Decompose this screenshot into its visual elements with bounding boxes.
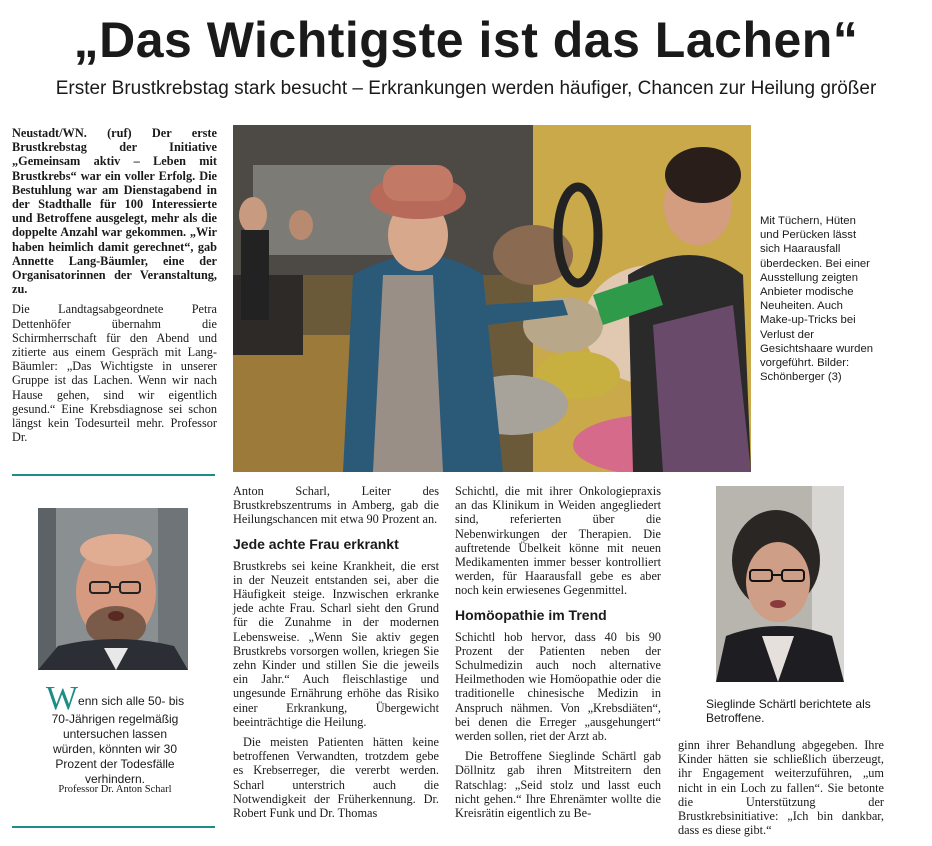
main-photo-hat-exhibition	[233, 125, 751, 472]
article-column-3	[455, 484, 661, 826]
main-photo-caption: Mit Tüchern, Hüten und Perücken lässt sich Haarausfall überdecken. Bei einer Ausstellung zeigten Anbieter modische Neuheiten. Auch Make-up-Tricks bei Verlust der Gesichtshaare wurden vorgeführt. Bilder: Schönberger (3)	[760, 215, 874, 384]
article-column-4	[678, 738, 884, 843]
lead-paragraph: Neustadt/WN. (ruf) Der erste Brustkrebstag der Initiative „Gemeinsam aktiv – Leben mit Brustkrebs“ war ein voller Erfolg. Die Bestuhlung war am Dienstagabend in der Stadthalle für 100 Interessierte und Betroffene ausgelegt, mehr als die doppelte Anzahl war gekommen. „Wir haben heimlich damit gerechnet“, gab Annette Lang-Bäumler, eine der Organisatorinnen der Veranstaltung, zu.	[12, 126, 217, 297]
subheading-homoeopathie: Homöopathie im Trend	[455, 606, 607, 623]
paragraph: Die Betroffene Sieglinde Schärtl gab Döllnitz gab ihren Mitstreitern den Ratschlag: „Seid stolz und lasst euch nicht gehen.“ Ihre Ehrenämter wollte die Kreisrätin eigentlich zu Be-	[455, 749, 661, 821]
paragraph: Anton Scharl, Leiter des Brustkrebszentrums in Amberg, gab die Heilungschancen mit etwa 90 Prozent an.	[233, 484, 439, 527]
divider-rule-bottom	[12, 826, 215, 828]
photo-professor-scharl	[38, 508, 188, 670]
portrait-caption-schaertl: Sieglinde Schärtl berichtete als Betroffene.	[706, 697, 871, 726]
headline: „Das Wichtigste ist das Lachen“	[73, 12, 859, 68]
exhibition-image	[233, 125, 751, 472]
paragraph: Brustkrebs sei keine Krankheit, die erst in der Neuzeit entstanden sei, aber die Häufigkeit steige. Inzwischen erkranke jede achte Frau. Scharl sieht den Grund für die Zunahme in der modernen Lebensweise. „Wenn Sie aktiv gegen Brustkrebs vorsorgen wollen, kriegen Sie zehn Kinder und stillen Sie die jeweils ein Jahr.“ Auch fleischlastige und ungesunde Ernährung erhöhe das Risiko einer Erkrankung, Übergewicht beeinträchtige die Heilung.	[233, 558, 439, 729]
article-column-2	[233, 484, 439, 826]
paragraph: Schichtl hob hervor, dass 40 bis 90 Prozent der Patienten neben der Schulmedizin auch noch alternative Heilmethoden wie Homöopathie oder die traditionelle chinesische Medizin in Anspruch nähmen. Von „Krebsdiäten“, bei denen die Erreger „ausgehungert“ werden sollen, riet der Arzt ab.	[455, 629, 661, 744]
subheadline: Erster Brustkrebstag stark besucht – Erkrankungen werden häufiger, Chancen zur Heilung größer	[55, 78, 877, 99]
paragraph: Die Landtagsabgeordnete Petra Dettenhöfer übernahm die Schirmherrschaft für den Abend und zitierte aus einem Gespräch mit Lang-Bäumler: „Das Wichtigste in unserer Gruppe ist das Lachen. Wenn wir nach Hause gehen, sind wir eigentlich gesund.“ Eine Krebsdiagnose sei schon längst kein Todesurteil mehr. Professor Dr.	[12, 302, 217, 445]
paragraph: Schichtl, die mit ihrer Onkologiepraxis an das Klinikum in Weiden angegliedert sind, referierten über die Nebenwirkungen der Therapien. Die auftretende Übelkeit könne mit neuen Medikamenten immer besser kontrolliert werden, für Haarausfall gebe es aber noch kein erwiesenes Gegenmittel.	[455, 484, 661, 598]
pull-quote-dropcap: W	[45, 680, 79, 717]
portrait-man-image	[38, 508, 188, 670]
portrait-woman-image	[716, 486, 844, 682]
divider-rule	[12, 474, 215, 476]
photo-sieglinde-schaertl	[716, 486, 844, 682]
article-column-1	[12, 126, 217, 450]
subheading-jede-achte-frau: Jede achte Frau erkrankt	[233, 535, 399, 552]
pull-quote-author: Professor Dr. Anton Scharl	[58, 784, 172, 795]
pull-quote-text: enn sich alle 50- bis 70-Jährigen regelmäßig untersuchen lassen würden, könnten wir 30 Prozent der Todesfälle verhindern.	[51, 694, 185, 786]
paragraph: ginn ihrer Behandlung abgegeben. Ihre Kinder hätten sie schließlich überzeugt, ihr Engagement weiterzuführen, „um nicht in ein Loch zu fallen“. Sie betonte die Unterstützung der Brustkrebsinitiative: „Ich bin dankbar, dass es diese gibt.“	[678, 738, 884, 838]
pull-quote	[45, 680, 185, 787]
paragraph: Die meisten Patienten hätten keine betroffenen Verwandten, trotzdem gebe es Krebserreger, die vererbt werden. Scharl unterstrich auch die Notwendigkeit der Früherkennung. Dr. Robert Funk und Dr. Thomas	[233, 735, 439, 821]
